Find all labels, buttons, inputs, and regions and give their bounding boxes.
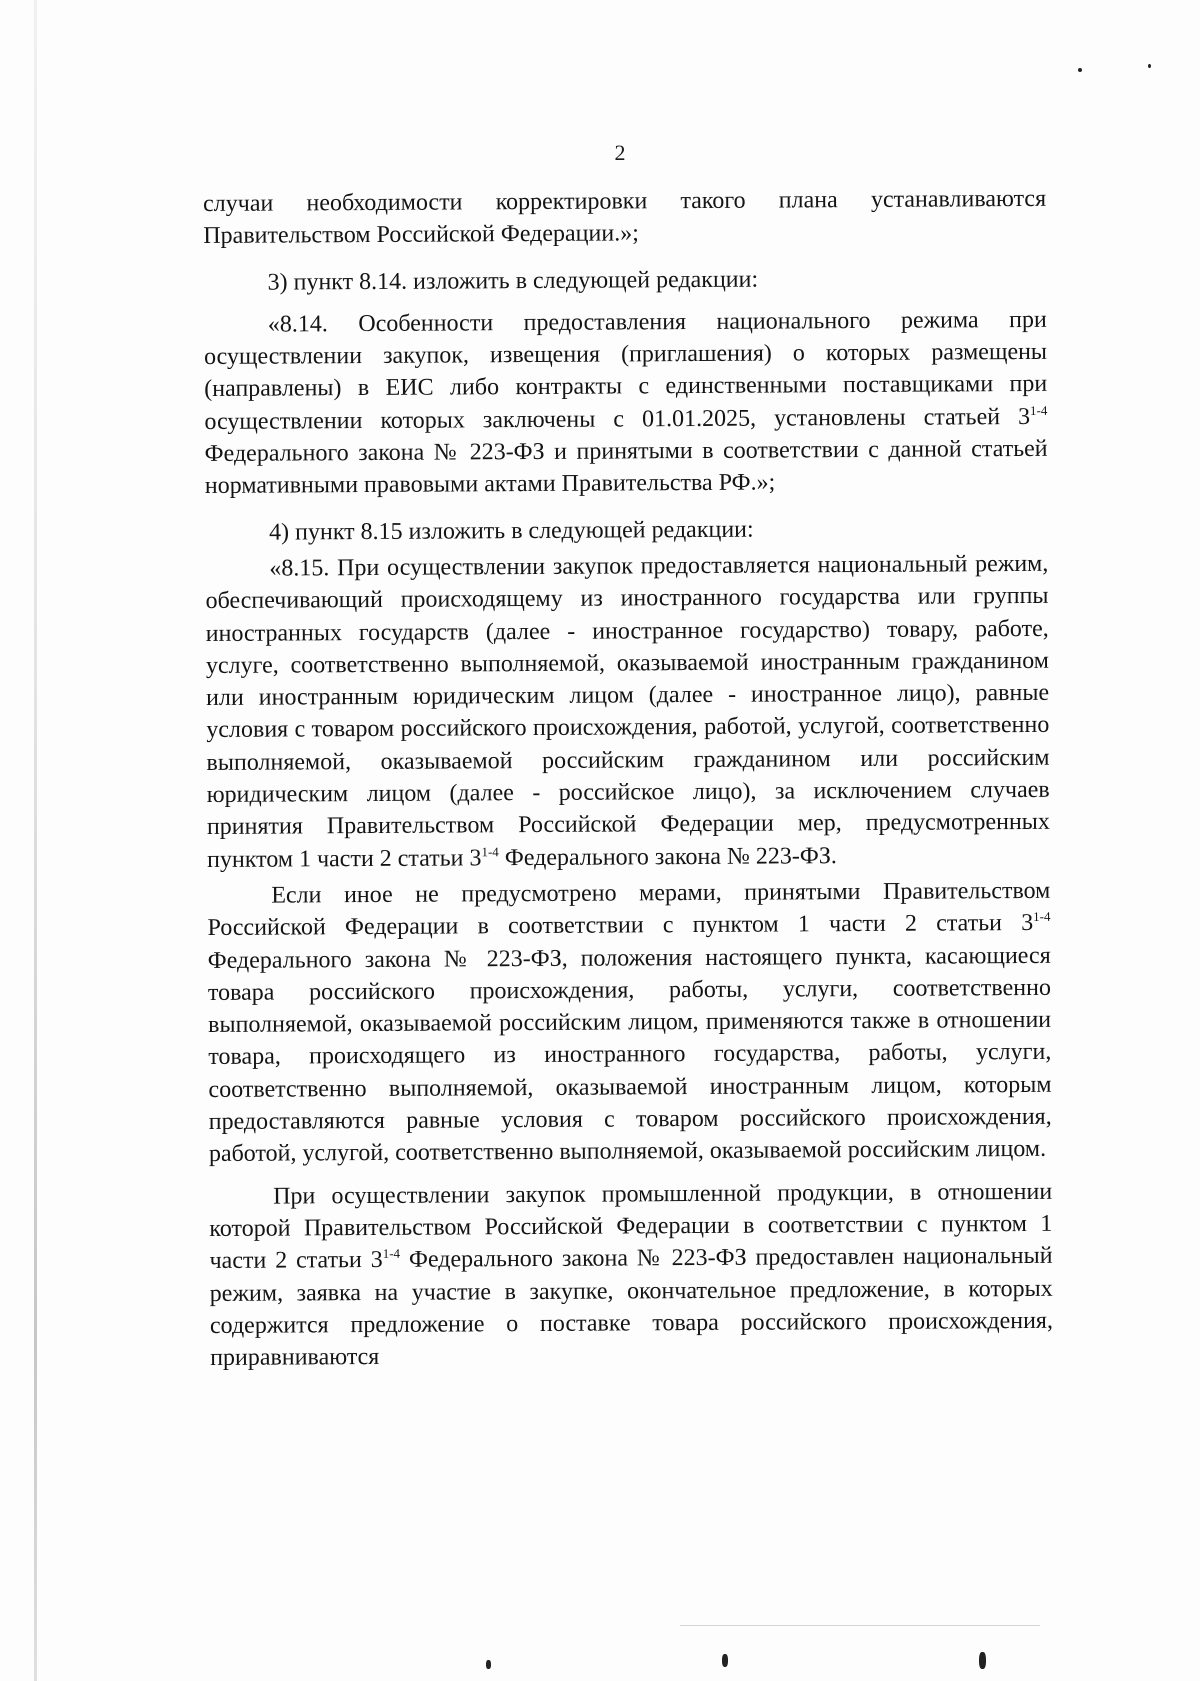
text-span: Федерального закона № 223-ФЗ предоставлен национальный режим, заявка на участие в закупке, окончательное предложение, в которых содержится предложение о поставке товара российского происхождения, приравниваются [209,1243,1054,1372]
scan-speck [979,1652,986,1669]
superscript: 1-4 [1033,909,1051,925]
scan-bottom-line [680,1625,1040,1626]
paragraph-item-3: 3) пункт 8.14. изложить в следующей редакции: [267,266,759,296]
paragraph-8-15 [205,548,1050,876]
superscript: 1-4 [382,1246,401,1262]
text-span: Федерального закона № 223-ФЗ. [498,842,837,871]
text-span: Федерального закона № 223-ФЗ, положения настоящего пункта, касающиеся товара российского происхождения, работы, услуги, соответственно выполняемой, оказываемой российским лицом, применяются также в отношении товара, происходящего из иностранного государства, работы, услуги, соответственно выполняемой, оказываемой иностранным лицом, которым предоставляются равные условия с товаром российского происхождения, работой, услугой, соответственно выполняемой, оказываемой российским лицом. [207,942,1052,1168]
page-number: 2 [614,140,626,165]
document-body [203,183,1053,1375]
paragraph-industrial-products [209,1175,1053,1374]
scan-speck [1148,64,1151,68]
scan-speck [486,1660,491,1669]
text-span: Если иное не предусмотрено мерами, принятыми Правительством Российской Федерации в соответствии с пунктом 1 части 2 статьи 3 [207,877,1051,942]
scan-edge-shadow [34,0,37,1681]
text-span: «8.14. Особенности предоставления национального режима при осуществлении закупок, извещения (приглашения) о которых размещены (направлены) в ЕИС либо контракты с единственными поставщиками при осуществлении которых заключены с 01.01.2025, установлены статьей 3 [203,306,1048,435]
text-span: Федерального закона № 223-ФЗ и принятыми в соответствии с данной статьей нормативными правовыми актами Правительства РФ.»; [204,435,1048,500]
paragraph-item-4: 4) пункт 8.15 изложить в следующей редакции: [269,516,754,546]
paragraph-8-14 [204,304,1048,503]
superscript: 1-4 [1029,402,1048,418]
scan-speck [1078,68,1082,72]
scan-speck [722,1654,728,1667]
text-span: «8.15. При осуществлении закупок предоставляется национальный режим, обеспечивающий происходящему из иностранного государства или группы иностранных государств (далее - иностранное государство) товару, работе, услуге, соответственно выполняемой, оказываемой иностранным гражданином или иностранным юридическим лицом (далее - иностранное лицо), равные условия с товаром российского происхождения, работой, услугой, соответственно выполняемой, оказываемой российским гражданином или российским юридическим лицом (далее - российское лицо), за исключением случаев принятия Правительством Российской Федерации мер, предусмотренных пунктом 1 части 2 статьи 3 [205,550,1050,873]
superscript: 1-4 [481,843,499,859]
paragraph-national-regime-conditions [207,875,1052,1171]
text-span: При осуществлении закупок промышленной продукции, в отношении которой Правительством Российской Федерации в соответствии с пунктом 1 части 2 статьи 3 [209,1178,1053,1275]
paragraph-continuation: случаи необходимости корректировки такого плана устанавливаются Правительством Российской Федерации.»; [203,185,1047,250]
